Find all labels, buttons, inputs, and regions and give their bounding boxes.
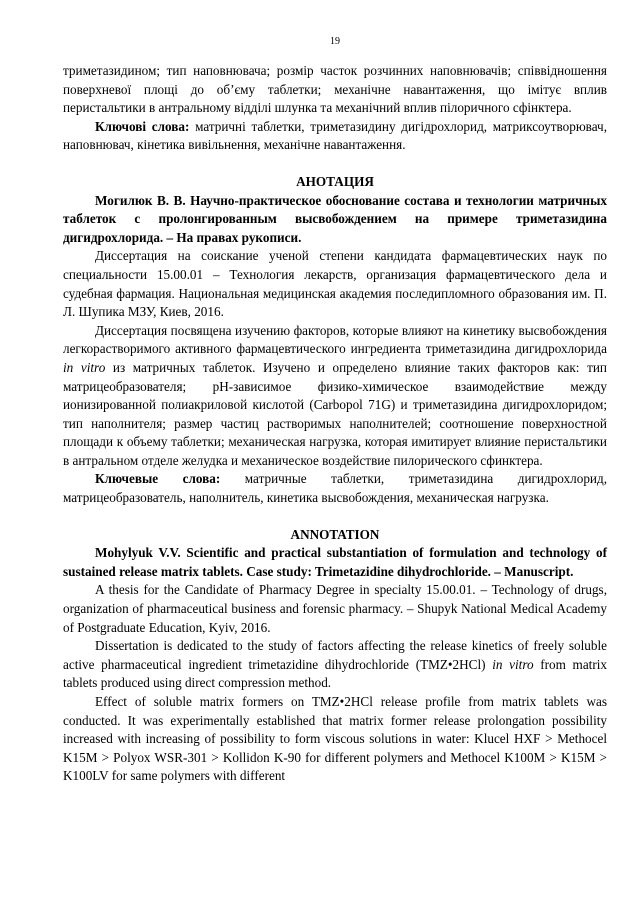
en-title: Mohylyuk V.V. Scientific and practical substantiation of formulation and technology of sustained release matrix tablets. Case study: Trimetazidine dihydrochloride. – Manuscript. (63, 545, 607, 579)
en-paragraph-2 (63, 637, 607, 693)
ru-keywords-label: Ключевые слова: (95, 471, 221, 487)
ua-keywords-paragraph (63, 118, 607, 155)
en-p2-before: Dissertation is dedicated to the study of factors affecting the release kinetics of freely soluble active pharmaceutical ingredient trimetazidine dihydrochloride (TMZ•2HCl) (63, 638, 607, 672)
ua-keywords-label: Ключові слова: (95, 118, 190, 134)
ru-paragraph-1: Диссертация на соискание ученой степени кандидата фармацевтических наук по специальности 15.00.01 – Технология лекарств, организация фармацевтического дела и судебная фармация. Национальная медицинская академия последипломного образования им. П. Л. Шупика МЗУ, Киев, 2016. (63, 248, 607, 320)
ru-paragraph-2 (63, 322, 607, 471)
ru-p2-after: из матричных таблеток. Изучено и определено влияние таких факторов как: тип матрицеобразователя; pH-зависимое физико-химическое взаимодействие между ионизированной полиакриловой кислотой (Carbopol 71G) и триметазидина дигидрохлоридом; тип наполнителя; размер частиц растворимых наполнителей; соотношение поверхностной площади к объему таблетки; механическая нагрузка, которая имитирует влияние перистальтики в антральном отделе желудка и механическое воздействие пилорического сфинктера. (63, 359, 607, 468)
en-paragraph-1: A thesis for the Candidate of Pharmacy Degree in specialty 15.00.01. – Technology of drugs, organization of pharmaceutical business and forensic pharmacy. – Shupyk National Medical Academy of Postgraduate Education, Kyiv, 2016. (63, 582, 607, 635)
en-paragraph-3: Effect of soluble matrix formers on TMZ•2HCl release profile from matrix tablets was conducted. It was experimentally established that matrix former release prolongation possibility increased with increasing of possibility to form viscous solutions in water: Klucel HXF > Methocel K15M > Polyox WSR-301 > Kollidon K-90 for different polymers and Methocel K100M > K15M > K100LV for same polymers with different (63, 694, 607, 784)
ru-heading: АНОТАЦИЯ (296, 173, 374, 189)
en-title-paragraph (63, 544, 607, 581)
ru-keywords-text: матричные таблетки, триметазидина дигидрохлорид, матрицеобразователь, наполнитель, кинетика высвобождения, механическая нагрузка. (63, 471, 607, 506)
en-p2-italic: in vitro (492, 656, 534, 672)
ru-p2-before: Диссертация посвящена изучению факторов, которые влияют на кинетику высвобождения легкорастворимого активного фармацевтического ингредиента триметазидина дигидрохлорида (63, 322, 607, 357)
ua-summary-tail: триметазидином; тип наповнювача; розмір часток розчинних наповнювачів; співвідношення поверхневої площі до об’єму таблетки; механічне навантаження, що імітує вплив перистальтики в антральному відділі шлунка та механічний вплив пілоричного сфінктера. (63, 63, 607, 116)
ru-title: Могилюк В. В. Научно-практическое обоснование состава и технологии матричных таблеток с пролонгированным высвобождением на примере триметазидина дигидрохлорида. – На правах рукописи. (63, 192, 607, 245)
ru-p2-italic: in vitro (63, 359, 106, 375)
ua-keywords-text: матричні таблетки, триметазидину дигідрохлорид, матриксоутворювач, наповнювач, кінетика вивільнення, механічне навантаження. (63, 118, 607, 153)
en-heading: ANNOTATION (290, 526, 380, 542)
page-number: 19 (330, 36, 340, 47)
en-p2-after: from matrix tablets produced using direct compression method. (63, 656, 607, 691)
ru-title-paragraph (63, 192, 607, 248)
ru-keywords-paragraph (63, 470, 607, 507)
